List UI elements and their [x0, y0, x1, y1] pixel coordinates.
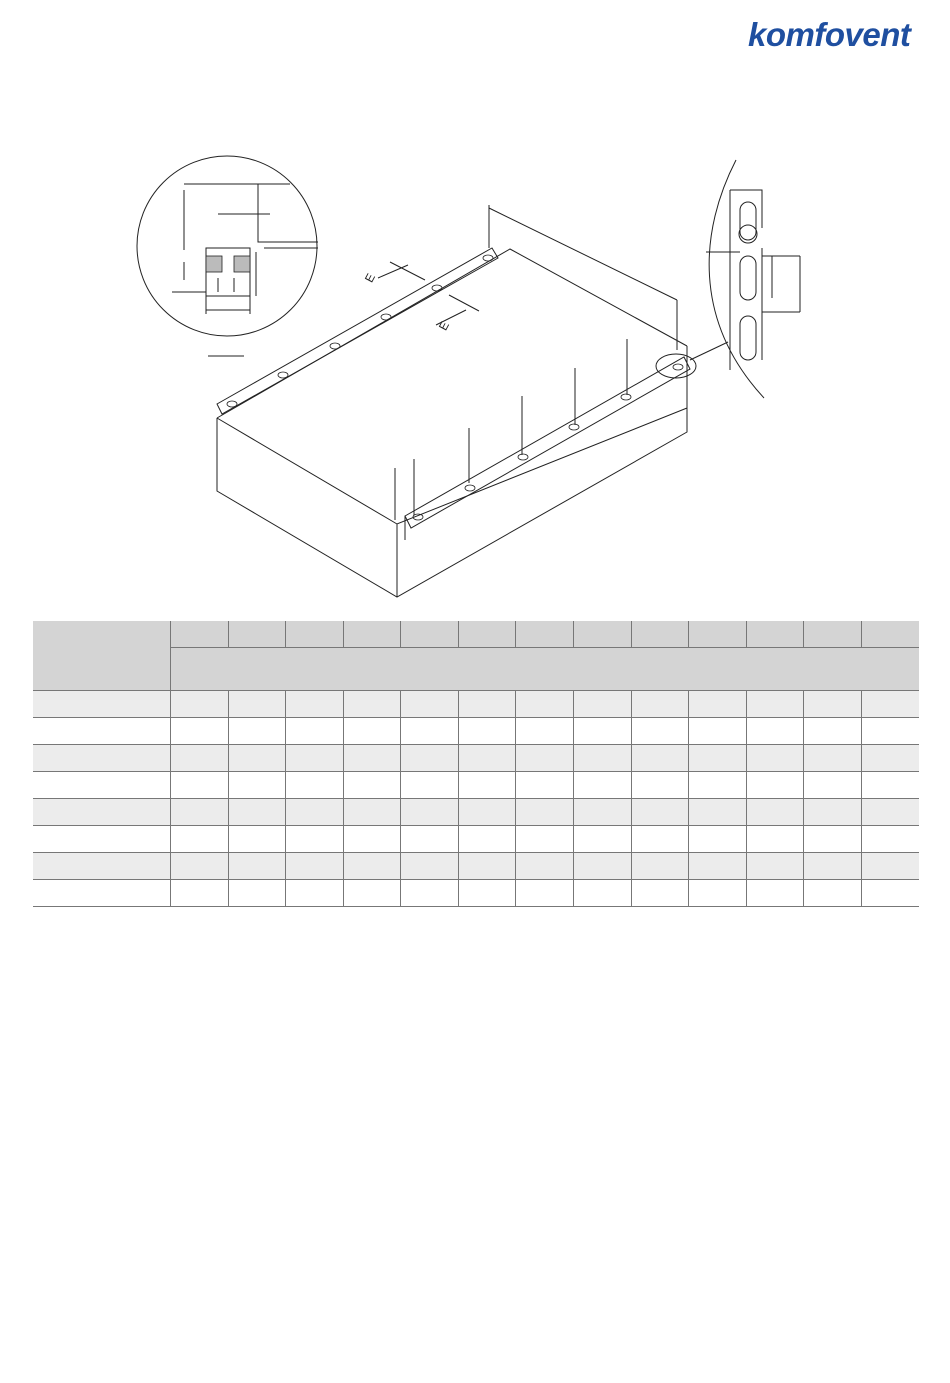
- section-label-e2: E: [435, 319, 453, 333]
- mounting-rail-back: [217, 248, 498, 414]
- table-row: [33, 745, 919, 772]
- header-label-cell: [33, 621, 171, 691]
- spec-table: [33, 621, 919, 907]
- detail-circle-left: [137, 156, 317, 336]
- table-row: [33, 718, 919, 745]
- table-row: [33, 826, 919, 853]
- table-row: [33, 799, 919, 826]
- table-row: [33, 772, 919, 799]
- table-header-row: [33, 621, 919, 648]
- table-row: [33, 691, 919, 718]
- mounting-drawing: [0, 0, 950, 610]
- table-row: [33, 853, 919, 880]
- table-row: [33, 880, 919, 907]
- unit-box-top: [217, 249, 687, 418]
- komfovent-logo: komfovent: [748, 16, 911, 53]
- unit-box-outline: [217, 346, 687, 597]
- section-label-e1: E: [361, 271, 379, 285]
- mounting-rail-front: [405, 357, 690, 528]
